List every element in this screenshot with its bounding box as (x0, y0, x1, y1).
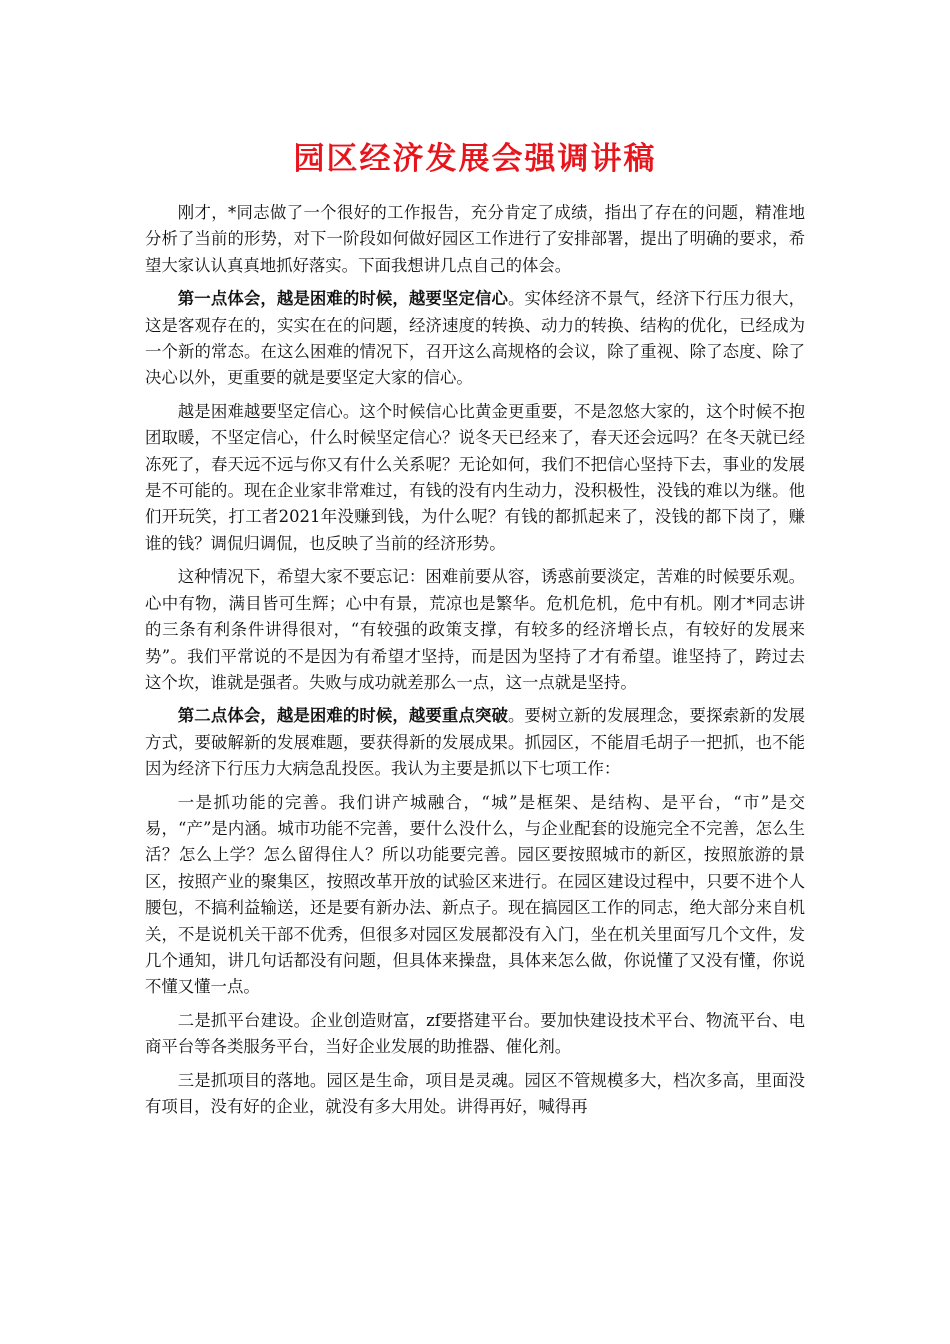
document-title: 园区经济发展会强调讲稿 (293, 141, 657, 177)
paragraph-text: 。实体经济不景气，经济下行压力很大，这是客观存在的，实实在在的问题，经济速度的转换、动力的转换、结构的优化，已经成为一个新的常态。在这么困难的情况下，召开这么高规格的会议，除了重视、除了态度、除了决心以外，更重要的就是要坚定大家的信心。 (145, 289, 806, 388)
paragraph-persistence (145, 564, 805, 696)
paragraph-text: 这种情况下，希望大家不要忘记：困难前要从容，诱惑前要淡定，苦难的时候要乐观。心中有物，满目皆可生辉；心中有景，荒凉也是繁华。危机危机，危中有机。刚才*同志讲的三条有利条件讲得很对，“有较强的政策支撑，有较多的经济增长点，有较好的发展来势”。我们平常说的不是因为有希望才坚持，而是因为坚持了才有希望。谁坚持了，跨过去这个坎，谁就是强者。失败与成功就差那么一点，这一点就是坚持。 (145, 567, 805, 692)
paragraph-text: 刚才，*同志做了一个很好的工作报告，充分肯定了成绩，指出了存在的问题，精准地分析了当前的形势，对下一阶段如何做好园区工作进行了安排部署，提出了明确的要求，希望大家认认真真地抓好落实。下面我想讲几点自己的体会。 (145, 203, 805, 275)
paragraph-text: 越是困难越要坚定信心。这个时候信心比黄金更重要，不是忽悠大家的，这个时候不抱团取暖，不坚定信心，什么时候坚定信心？说冬天已经来了，春天还会远吗？在冬天就已经冻死了，春天远不远与你又有什么关系呢？无论如何，我们不把信心坚持下去，事业的发展是不可能的。现在企业家非常难过，有钱的没有内生动力，没积极性，没钱的难以为继。他们开玩笑，打工者2021年没赚到钱，为什么呢？有钱的都抓起来了，没钱的都下岗了，赚谁的钱？调侃归调侃，也反映了当前的经济形势。 (145, 401, 805, 553)
paragraph-lead: 第二点体会，越是困难的时候，越要重点突破 (177, 706, 508, 726)
paragraph-task-two (145, 1008, 805, 1061)
paragraph-text: 二是抓平台建设。企业创造财富，zf要搭建平台。要加快建设技术平台、物流平台、电商平台等各类服务平台，当好企业发展的助推器、催化剂。 (145, 1010, 805, 1057)
paragraph-task-one (145, 790, 805, 1001)
paragraph-text: 一是抓功能的完善。我们讲产城融合，“城”是框架、是结构、是平台，“市”是交易，“产”是内涵。城市功能不完善，要什么没什么，与企业配套的设施完全不完善，怎么生活？怎么上学？怎么留得住人？所以功能要完善。园区要按照城市的新区，按照旅游的景区，按照产业的聚集区，按照改革开放的试验区来进行。在园区建设过程中，只要不进个人腰包，不搞利益输送，还是要有新办法、新点子。现在搞园区工作的同志，绝大部分来自机关，不是说机关干部不优秀，但很多对园区发展都没有入门，坐在机关里面写几个文件，发几个通知，讲几句话都没有问题，但具体来操盘，具体来怎么做，你说懂了又没有懂，你说不懂又懂一点。 (145, 792, 805, 997)
paragraph-confidence (145, 399, 805, 557)
paragraph-point-one (145, 286, 805, 392)
paragraph-task-three (145, 1068, 805, 1121)
document-page (145, 128, 805, 1127)
paragraph-text: 三是抓项目的落地。园区是生命，项目是灵魂。园区不管规模多大，档次多高，里面没有项目，没有好的企业，就没有多大用处。讲得再好，喊得再 (145, 1070, 805, 1116)
paragraph-lead: 第一点体会，越是困难的时候，越要坚定信心 (177, 289, 508, 309)
paragraph-point-two (145, 703, 805, 782)
paragraph-intro (145, 200, 805, 279)
paragraph-text: 。要树立新的发展理念，要探索新的发展方式，要破解新的发展难题，要获得新的发展成果。抓园区，不能眉毛胡子一把抓，也不能因为经济下行压力大病急乱投医。我认为主要是抓以下七项工作： (145, 706, 806, 779)
